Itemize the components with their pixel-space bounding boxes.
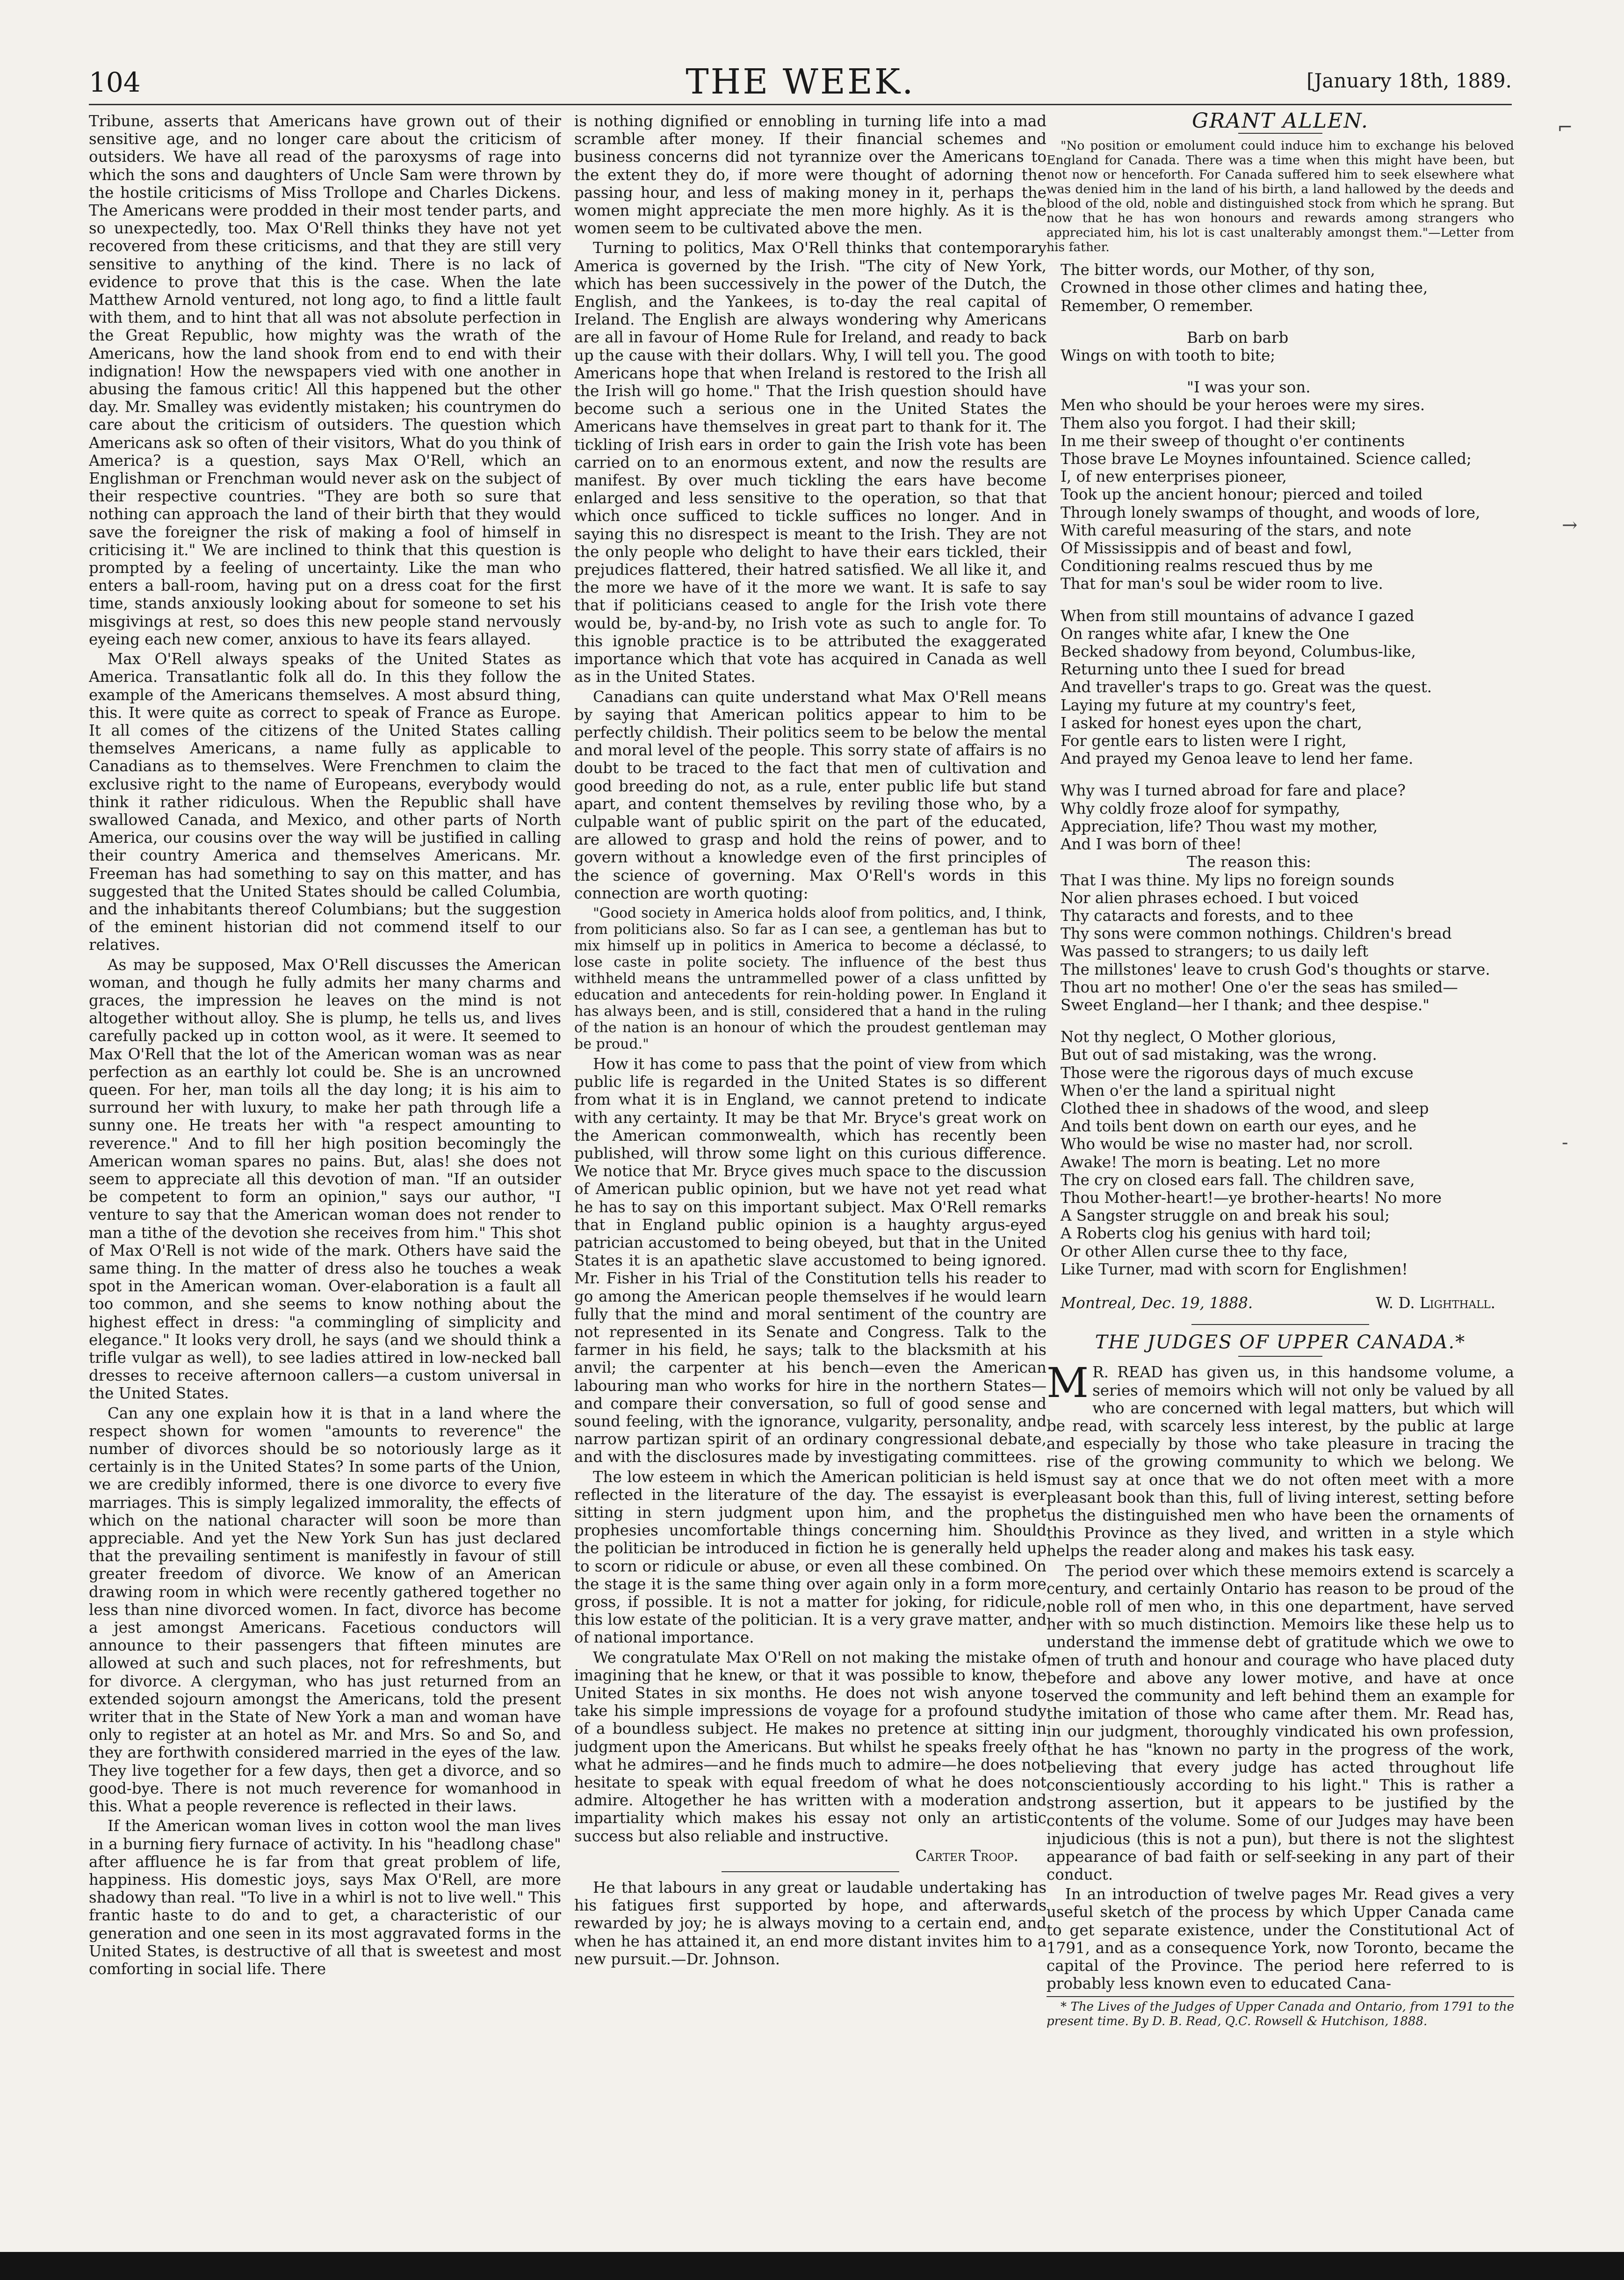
poem-line: Appreciation, life? Thou wast my mother,: [1061, 817, 1378, 835]
poem-line: Took up the ancient honour; pierced and toiled: [1061, 485, 1423, 504]
column-3: [1047, 112, 1514, 2217]
poem-line: Thy cataracts and forests, and to thee: [1061, 906, 1354, 925]
scan-edge: [0, 2252, 1624, 2280]
poem-stanza: [1047, 261, 1514, 315]
poem-line: In me their sweep of thought o'er continents: [1061, 432, 1405, 450]
title-rule: [1238, 133, 1322, 134]
poem-line: Awake! The morn is beating. Let no more: [1061, 1153, 1380, 1171]
article-paragraph: Tribune, asserts that Americans have grown out of their sensitive age, and no longer care about the criticism of outsiders. We have all read of the paroxysms of rage into which the sons and daughters of Uncle Sam were thrown by the hostile criticisms of Miss Trollope and Charles Dickens. The Americans were prodded in their most tender parts, and so unexpectedly, too. Max O'Rell thinks they have not yet recovered from these criticisms, and that they are still very sensitive to anything of the kind. There is no lack of evidence to prove that this is the case. When the late Matthew Arnold ventured, not long ago, to find a little fault with them, and to hint that all was not absolute perfection in the Great Republic, how mighty was the wrath of the Americans, how the land shook from end to end with their indignation! How the newspapers vied with one another in abusing the famous critic! All this happened but the other day. Mr. Smalley was evidently mistaken; his countrymen do care about the criticism of outsiders. The question which Americans ask so often of their visitors, What do you think of America? is a question, says Max O'Rell, which an Englishman or Frenchman would never ask on the subject of their respective countries. "They are both so sure that nothing can approach the land of their birth that they would save the foreigner the risk of making a fool of himself in criticising it." We are inclined to think that this question is prompted by a feeling of uncertainty. Like the man who enters a ball-room, having put on a dress coat for the first time, stands anxiously looking about for someone to set his misgivings at rest, so does this new people stand nervously eyeing each new comer, anxious to have its fears allayed.: [89, 112, 561, 648]
article-paragraph: If the American woman lives in cotton wool the man lives in a burning fiery furnace of activity. In his "headlong chase" after affluence he is far from that great problem of life, happiness. His domestic joys, says Max O'Rell, are more shadowy than real. "To live in a whirl is not to live well." This frantic haste to do and to get, a characteristic of our generation and one seen in its most aggravated forms in the United States, is destructive of all that is sweetest and most comforting in social life. There: [89, 1817, 561, 1978]
poem-line: That for man's soul be wider room to live.: [1061, 575, 1383, 593]
article-paragraph: We congratulate Max O'Rell on not making the mistake of imagining that he knew, or that it was possible to know, the United States in six months. He does not wish anyone to take his simple impressions de voyage for a profound study of a boundless subject. He makes no pretence at sitting in judgment upon the Americans. But whilst he speaks freely of what he admires—and he finds much to admire—he does not hesitate to speak with equal freedom of what he does not admire. Altogether he has written with a moderation and impartiality which makes his essay not only an artistic success but also reliable and instructive.: [574, 1648, 1047, 1845]
poem-line: Who would be wise no master had, nor scroll.: [1061, 1135, 1414, 1153]
poem-line: And I was born of thee!: [1061, 835, 1242, 854]
drop-cap: M: [1047, 1359, 1089, 1407]
poem-line: Conditioning realms rescued thus by me: [1061, 557, 1373, 575]
poem-line: "I was your son.: [1187, 378, 1311, 397]
article-paragraph: Can any one explain how it is that in a land where the respect shown for women "amounts to reverence" the number of divorces should be so notoriously large as it certainly is in the United States? In some parts of the Union, we are credibly informed, there is one divorce to every five marriages. This is simply legalized immorality, the effects of which on the national character will soon be more than appreciable. And yet the New York Sun has just declared that the prevailing sentiment is manifestly in favour of still greater freedom of divorce. We know of an American drawing room in which were recently gathered together no less than nine divorced women. In fact, divorce has become a jest amongst Americans. Facetious conductors will announce to their passengers that fifteen minutes are allowed at such and such places, not for refreshments, but for divorce. A clergyman, who has just returned from an extended sojourn amongst the Americans, told the present writer that in the State of New York a man and woman have only to register at an hotel as Mr. and Mrs. So and So, and they are forthwith considered married in the eyes of the law. They live together for a few days, then get a divorce, and so good-bye. There is not much reverence for womanhood in this. What a people reverence is reflected in their laws.: [89, 1404, 561, 1816]
publication-title: THE WEEK.: [686, 62, 915, 102]
poem-line: A Sangster struggle on and break his soul;: [1061, 1207, 1390, 1225]
column-1: [89, 112, 561, 2217]
poem-line: Nor alien phrases echoed. I but voiced: [1061, 889, 1359, 907]
article-paragraph: is nothing dignified or ennobling in turning life into a mad scramble after money. If their financial schemes and business concerns did not tyrannize over the Americans to the extent they do, if more were thought of adorning the passing hour, and less of making money in it, perhaps the women might appreciate the men more highly. As it is the women seem to be cultivated above the men.: [574, 112, 1047, 238]
margin-mark: →: [1562, 514, 1578, 536]
poem-title: GRANT ALLEN.: [1192, 112, 1369, 133]
johnson-quote: He that labours in any great or laudable undertaking has his fatigues first supported by hope, and afterwards rewarded by joy; he is always moving to a certain end, and when he has attained it, an end more distant invites him to a new pursuit.—Dr. Johnson.: [574, 1879, 1047, 1968]
article-paragraph: Max O'Rell always speaks of the United States as America. Transatlantic folk all do. In this they follow the example of the Americans themselves. A most absurd thing, this. It were quite as correct to speak of France as Europe. It all comes of the citizens of the United States calling themselves Americans, a name fully as applicable to Canadians as to themselves. Were Frenchmen to claim the exclusive right to the name of Europeans, everybody would think it rather ridiculous. When the Republic shall have swallowed Canada, and Mexico, and other parts of North America, our cousins over the way will be justified in calling their country America and themselves Americans. Mr. Freeman has had something to say on this matter, and has suggested that the United States should be called Columbia, and the inhabitants thereof Columbians; but the suggestion of the eminent historian did not commend itself to our relatives.: [89, 650, 561, 954]
poem-line: And traveller's traps to go. Great was the quest.: [1061, 678, 1432, 696]
article-paragraph: As may be supposed, Max O'Rell discusses the American woman, and though he fully admits her many charms and graces, the impression he leaves on the mind is not altogether without alloy. She is plump, he tells us, and lives carefully packed up in cotton wool, as it were. It seemed to Max O'Rell that the lot of the American woman was as near perfection as an earthly lot could be. She is an uncrowned queen. For her, man toils all the day long; it is his aim to surround her with luxury, to make her path through life a sunny one. He treats her with "a respect amounting to reverence." And to fill her high position becomingly the American woman spares no pains. But, alas! she does not seem to appreciate all this devotion of man. "If an outsider be competent to form an opinion," says our author, "I venture to say that the American woman does not render to man a tithe of the devotion she receives from him." This shot of Max O'Rell is not wide of the mark. Others have said the same thing. In the matter of dress also he touches a weak spot in the American woman. Over-elaboration is a fault all too common, and she seems to know nothing about the highest effect in dress: "a commingling of simplicity and elegance." It looks very droll, he says (and we should think a trifle vulgar as well), to see ladies attired in low-necked ball dresses to receive afternoon callers—a custom universal in the United States.: [89, 955, 561, 1403]
page-header: [89, 56, 1512, 108]
issue-date: [January 18th, 1889.: [1306, 69, 1512, 92]
poem-line: Why was I turned abroad for fare and place?: [1061, 782, 1406, 800]
article-paragraph: The low esteem in which the American politician is held is reflected in the literature of the day. The essayist is ever sitting in stern judgment upon him, and the prophet prophesies uncomfortable things concerning him. Should the politician be introduced in fiction he is generally held up to scorn or ridicule or abuse, or even all these combined. On the stage it is the same thing over again only in a form more gross, if possible. It is not a matter for joking, for ridicule, this low estate of the politician. It is a very grave matter, and of national importance.: [574, 1468, 1047, 1647]
article-signature: Carter Troop.: [915, 1846, 1018, 1865]
poem-line: Like Turner, mad with scorn for Englishmen!: [1061, 1260, 1408, 1278]
review-paragraph: M R. READ has given us, in this handsome volume, a series of memoirs which will not only be valued by all who are concerned with legal matters, but which will be read, with scarcely less interest, by the public at large and especially by those who take pleasure in tracing the rise of the growing community to which we belong. We must say at once that we do not often meet with a more pleasant book than this, full of living interest, setting before us the distinguished men who have been the ornaments of this Province as they lived, and written in a style which helps the reader along and makes his task easy.: [1047, 1359, 1514, 1560]
poem-line: Barb on barb: [1187, 328, 1289, 347]
section-rule: [1191, 1324, 1369, 1325]
poem-line: Them also you forgot. I had their skill;: [1061, 414, 1357, 432]
poem-body: [1047, 261, 1514, 1278]
poem-line: The reason this:: [1187, 853, 1311, 871]
poem-line: Wings on with tooth to bite;: [1061, 347, 1276, 365]
poem-line: Returning unto thee I sued for bread: [1061, 660, 1345, 679]
poem-line: Remember, O remember.: [1061, 297, 1254, 315]
poem-line: But out of sad mistaking, was the wrong.: [1061, 1046, 1377, 1064]
poem-stanza: [1047, 607, 1514, 768]
title-rule: [1238, 1356, 1322, 1357]
poem-line: Those brave Le Moynes infountained. Science called;: [1061, 450, 1472, 468]
header-rule: [89, 104, 1512, 105]
poem-line: Those were the rigorous days of much excuse: [1061, 1064, 1414, 1082]
poem-place-date: Montreal, Dec. 19, 1888.: [1061, 1294, 1253, 1312]
poem-stanza: [1047, 329, 1514, 364]
poem-line: Sweet England—her I thank; and thee despise.": [1061, 996, 1430, 1014]
margin-mark: ⌐: [1557, 117, 1573, 138]
poem-line: Was passed to strangers; to us daily left: [1061, 942, 1369, 961]
article-paragraph: Canadians can quite understand what Max O'Rell means by saying that American politics appear to him to be perfectly childish. Their politics seem to be below the mental and moral level of the people. This sorry state of affairs is no doubt to be traced to the fact that men of cultivation and good breeding do not, as a rule, enter public life but stand apart, and content themselves by reviling those who, by a culpable want of public spirit on the part of the educated, are allowed to grasp and hold the reins of power, and to govern without a knowledge even of the first principles of the science of governing. Max O'Rell's words in this connection are worth quoting:: [574, 688, 1047, 902]
poem-line: I, of new enterprises pioneer,: [1061, 468, 1287, 486]
poem-stanza: [1047, 1028, 1514, 1278]
margin-mark: -: [1562, 1132, 1568, 1153]
poem-line: Of Mississippis and of beast and fowl,: [1061, 539, 1352, 557]
article-paragraph: How it has come to pass that the point of view from which public life is regarded in the United States is so different from what it is in England, we cannot pretend to indicate with any certainty. It may be that Mr. Bryce's great work on the American commonwealth, which has recently been published, will throw some light on this curious difference. We notice that Mr. Bryce gives much space to the discussion of American public opinion, but we have not yet read what he has to say on this important subject. Max O'Rell remarks that in England public opinion is a haughty argus-eyed patrician accustomed to being obeyed, but that in the United States it is an apathetic slave accustomed to being ignored. Mr. Fisher in his Trial of the Constitution tells his reader to go among the American people themselves if he would learn fully that the mind and moral sentiment of the country are not represented in its Senate and Congress. Talk to the farmer in his field, he says; talk to the blacksmith at his anvil; the carpenter at his bench—even the American labouring man who works for hire in the northern States—and compare their conversation, so full of good sense and sound feeling, with the ignorance, vulgarity, personality, and narrow partizan spirit of an ordinary congressional debate, and with the disclosures made by investigating committees.: [574, 1055, 1047, 1466]
poem-line: Becked shadowy from beyond, Columbus-like,: [1061, 643, 1416, 661]
poem-line: The cry on closed ears fall. The children save,: [1061, 1171, 1415, 1189]
poem-signature: [1047, 1292, 1514, 1312]
poem-line: The millstones' leave to crush God's thoughts or starve.: [1061, 960, 1490, 978]
review-title: THE JUDGES OF UPPER CANADA.*: [1095, 1332, 1466, 1354]
poem-line: And prayed my Genoa leave to lend her fame.: [1061, 750, 1414, 768]
poem-line: Or other Allen curse thee to thy face,: [1061, 1242, 1348, 1260]
poem-stanza: [1047, 782, 1514, 1014]
poem-line: For gentle ears to listen were I right,: [1061, 732, 1347, 750]
poem-line: I asked for honest eyes upon the chart,: [1061, 714, 1362, 732]
poem-line: The bitter words, our Mother, of thy son,: [1061, 261, 1375, 279]
poem-line: Why coldly froze aloof for sympathy,: [1061, 799, 1341, 818]
poem-line: A Roberts clog his genius with hard toil;: [1061, 1224, 1371, 1243]
review-paragraph: The period over which these memoirs extend is scarcely a century, and certainly Ontario has reason to be proud of the noble roll of men who, in this one department, have served her with so much distinction. Memoirs like these help us to understand the immense debt of gratitude which we owe to men of truth and honour and courage who have placed duty before and above any lower motive, and have at once served the community and left behind them an example for the imitation of those who came after them. Mr. Read has, in our judgment, thoroughly vindicated his own profession, that he has "known no party in the progress of the work, believing that every judge has acted throughout life conscientiously according to his light." This is rather a strong assertion, but it appears to be justified by the contents of the volume. Some of our Judges may have been injudicious (this is not a pun), but there is not the slightest appearance of bad faith or self-seeking in any part of their conduct.: [1047, 1562, 1514, 1884]
article-paragraph: Turning to politics, Max O'Rell thinks that contemporary America is governed by the Irish. "The city of New York, which has been successively in the power of the Dutch, the English, and the Yankees, is to-day the real capital of Ireland. The English are always wondering why Americans are all in favour of Home Rule for Ireland, and ready to back up the cause with their dollars. Why, I will tell you. The good Americans hope that when Ireland is restored to the Irish all the Irish will go home." That the Irish question should have become such a serious one in the United States the Americans have themselves in great part to thank for it. The tickling of Irish ears in order to gain the Irish vote has been carried on to an enormous extent, and now the results are manifest. By over much tickling the ears have become enlarged and less sensitive to the operation, so that that which once sufficed to tickle suffices no longer. And in saying this no disrespect is meant to the Irish. They are not the only people who delight to have their ears tickled, their prejudices flattered, their hatred satisfied. We all like it, and the more we have of it the more we want. It is safe to say that if politicians ceased to angle for the Irish vote there would be, by-and-by, no Irish vote as such to angle for. To this ignoble practice is to be attributed the exaggerated importance which that vote has acquired in Canada as well as in the United States.: [574, 239, 1047, 686]
poem-line: And toils bent down on earth our eyes, and he: [1061, 1117, 1417, 1136]
page-number: 104: [89, 66, 141, 98]
poem-author: W. D. Lighthall.: [1376, 1294, 1495, 1312]
footnote: * The Lives of the Judges of Upper Canada and Ontario, from 1791 to the present time. By D. B. Read, Q.C. Rowsell & Hutchison, 1888.: [1047, 1996, 1514, 2029]
review-paragraph: In an introduction of twelve pages Mr. Read gives a very useful sketch of the process by which Upper Canada came to get separate existence, under the Constitutional Act of 1791, and as a consequence York, now Toronto, became the capital of the Province. The period here referred to is probably less known even to educated Cana-: [1047, 1885, 1514, 1993]
poem-line: On ranges white afar, I knew the One: [1061, 624, 1350, 643]
block-quote: "Good society in America holds aloof from politics, and, I think, from politicians also. So far as I can see, a gentleman has but to mix himself up in politics in America to become a déclassé, to lose caste in polite society. The influence of the best thus withheld means the untrammelled power of a class unfitted by education and antecedents for rein-holding power. In England it has always been, and is still, considered that a hand in the ruling of the nation is an honour of which the proudest gentleman may be proud.": [574, 905, 1047, 1052]
poem-epigraph: "No position or emolument could induce him to exchange his beloved England for Canada. There was a time when this might have been, but not now or henceforth. For Canada suffered him to seek elsewhere what was denied him in the land of his birth, a land hallowed by the deeds and blood of the old, noble and distinguished stock from which he sprang. But now that he has won honours and rewards among strangers who appreciated him, his lot is cast unalterably amongst them."—Letter from his father.: [1047, 138, 1514, 255]
poem-line: When o'er the land a spiritual night: [1061, 1081, 1335, 1100]
poem-line: Thou Mother-heart!—ye brother-hearts! No more: [1061, 1188, 1442, 1207]
poem-line: Thou art no mother! One o'er the seas has smiled—: [1061, 978, 1458, 996]
poem-line: With careful measuring of the stars, and note: [1061, 521, 1412, 539]
poem-line: Men who should be your heroes were my sires.: [1061, 396, 1425, 414]
poem-line: Thy sons were common nothings. Children's bread: [1061, 925, 1452, 943]
poem-line: Through lonely swamps of thought, and woods of lore,: [1061, 503, 1480, 521]
poem-line: Not thy neglect, O Mother glorious,: [1061, 1028, 1336, 1046]
poem-line: Crowned in those other climes and hating thee,: [1061, 279, 1428, 297]
poem-line: When from still mountains of advance I gazed: [1061, 607, 1415, 625]
poem-line: Laying my future at my country's feet,: [1061, 696, 1357, 714]
poem-stanza: [1047, 378, 1514, 593]
section-rule: [722, 1871, 899, 1872]
poem-line: That I was thine. My lips no foreign sounds: [1061, 871, 1394, 889]
poem-line: Clothed thee in shadows of the wood, and sleep: [1061, 1099, 1429, 1117]
column-2: [574, 112, 1047, 2217]
